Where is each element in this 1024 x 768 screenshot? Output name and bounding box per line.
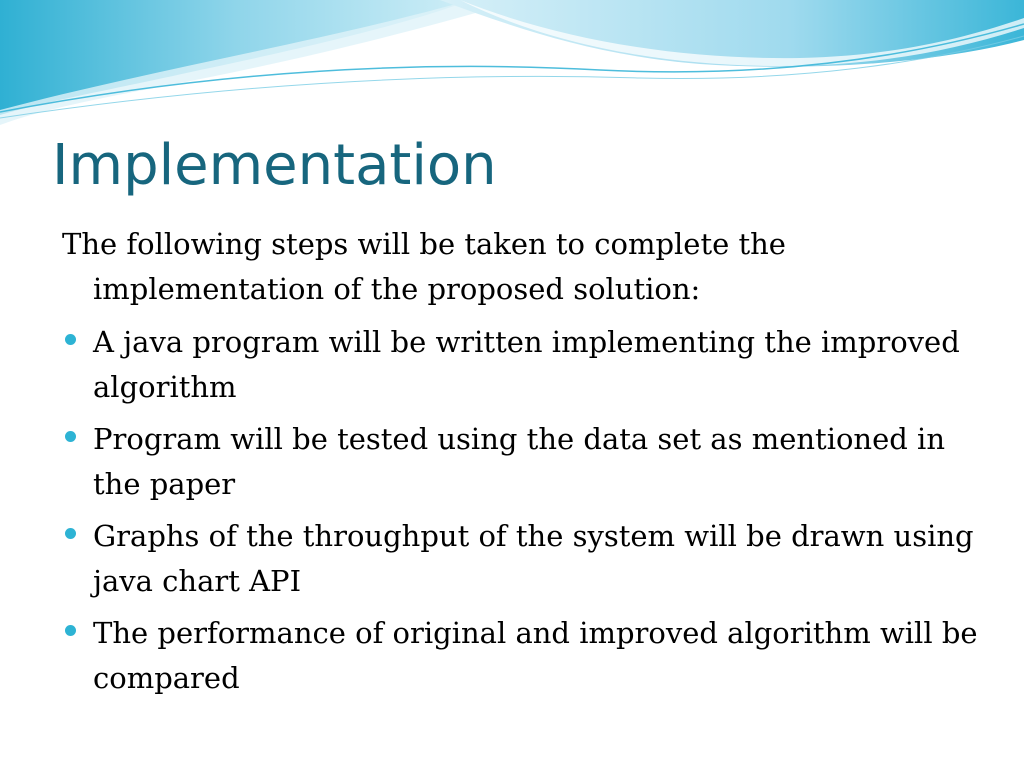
bullet-item — [62, 611, 982, 701]
bullet-item — [62, 514, 982, 604]
slide-body — [62, 222, 982, 708]
bullet-text: The performance of original and improved algorithm will be compared — [93, 616, 978, 695]
bullet-dot-icon — [65, 334, 76, 345]
bullet-dot-icon — [65, 625, 76, 636]
bullet-text: Graphs of the throughput of the system will be drawn using java chart API — [93, 519, 974, 598]
bullet-dot-icon — [65, 431, 76, 442]
intro-paragraph: The following steps will be taken to complete the implementation of the proposed solution: — [62, 227, 786, 306]
wave-right-shape — [440, 0, 1024, 67]
wave-banner-decoration — [0, 0, 1024, 130]
bullet-dot-icon — [65, 528, 76, 539]
slide-title: Implementation — [52, 133, 497, 198]
bullet-text: Program will be tested using the data set as mentioned in the paper — [93, 422, 946, 501]
bullet-text: A java program will be written implementing the improved algorithm — [93, 325, 960, 404]
bullet-item — [62, 320, 982, 410]
bullet-item — [62, 417, 982, 507]
